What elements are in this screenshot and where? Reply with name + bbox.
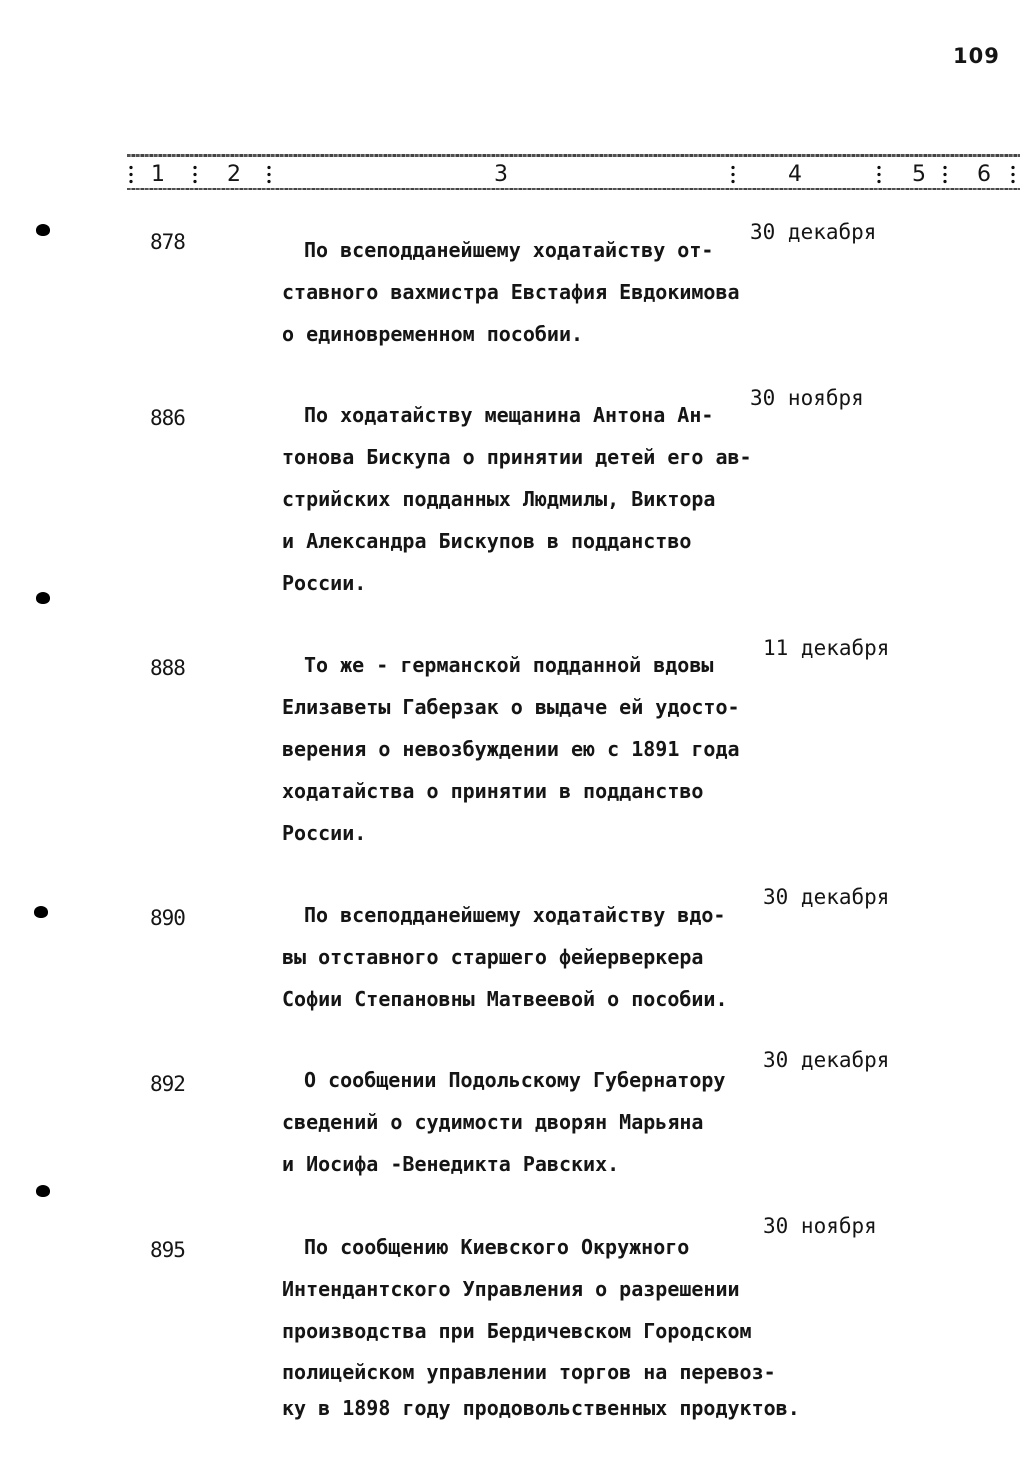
entry-line: сведений о судимости дворян Марьяна xyxy=(282,1110,704,1134)
entry-line: производства при Бердичевском Городском xyxy=(282,1319,752,1343)
column-separator xyxy=(731,164,735,184)
entry-description xyxy=(282,644,782,854)
entry-line: и Иосифа -Венедикта Равских. xyxy=(282,1152,620,1176)
page-number: 109 xyxy=(953,44,1000,68)
column-header-2: 2 xyxy=(227,162,241,187)
table-header xyxy=(127,150,1020,196)
column-header-4: 4 xyxy=(788,162,802,187)
entry-date: 30 ноября xyxy=(763,1214,877,1238)
entry-number: 888 xyxy=(150,656,185,680)
entry-number: 878 xyxy=(150,230,185,254)
entry-description xyxy=(282,394,782,604)
entry-date: 30 декабря xyxy=(763,885,890,909)
column-separator xyxy=(267,164,271,184)
entry-line: ходатайства о принятии в подданство xyxy=(282,779,704,803)
binding-hole-mark xyxy=(34,906,48,918)
entry-number: 886 xyxy=(150,406,185,430)
column-separator xyxy=(193,164,197,184)
entry-line: России. xyxy=(282,571,367,595)
entry-line: По ходатайству мещанина Антона Ан- xyxy=(304,403,714,427)
column-separator xyxy=(1011,164,1015,184)
column-separator xyxy=(943,164,947,184)
entry-number: 890 xyxy=(150,906,185,930)
column-header-6: 6 xyxy=(977,162,991,187)
column-header-1: 1 xyxy=(151,162,165,187)
column-separator xyxy=(877,164,881,184)
entry-description xyxy=(282,229,782,355)
column-header-5: 5 xyxy=(912,162,926,187)
entry-number: 895 xyxy=(150,1238,185,1262)
entry-line: верения о невозбуждении ею с 1891 года xyxy=(282,737,740,761)
entry-line: и Александра Бискупов в подданство xyxy=(282,529,692,553)
entry-line: То же - германской подданной вдовы xyxy=(304,653,714,677)
entry-date: 30 ноября xyxy=(750,386,864,410)
entry-line: По сообщению Киевского Окружного xyxy=(304,1235,690,1259)
entry-number: 892 xyxy=(150,1072,185,1096)
entry-line: ставного вахмистра Евстафия Евдокимова xyxy=(282,280,740,304)
entry-line: О сообщении Подольскому Губернатору xyxy=(304,1068,726,1092)
entry-date: 11 декабря xyxy=(763,636,890,660)
binding-hole-mark xyxy=(36,592,50,604)
entry-date: 30 декабря xyxy=(763,1048,890,1072)
column-separator xyxy=(129,164,133,184)
entry-line: о единовременном пособии. xyxy=(282,322,584,346)
entry-description xyxy=(282,894,782,1020)
column-header-3: 3 xyxy=(494,162,508,187)
entry-description xyxy=(282,1226,800,1424)
entry-line: полицейском управлении торгов на перевоз- xyxy=(282,1360,776,1384)
entry-description xyxy=(282,1059,782,1185)
entry-line: По всеподданейшему ходатайству вдо- xyxy=(304,903,726,927)
header-top-rule xyxy=(127,154,1020,157)
entry-line: тонова Бискупа о принятии детей его ав- xyxy=(282,445,752,469)
entry-line: России. xyxy=(282,821,367,845)
entry-line: Интендантского Управления о разрешении xyxy=(282,1277,740,1301)
entry-line: ку в 1898 году продовольственных продуктов. xyxy=(282,1396,800,1420)
entry-date: 30 декабря xyxy=(750,220,877,244)
entry-line: вы отставного старшего фейерверкера xyxy=(282,945,704,969)
binding-hole-mark xyxy=(36,224,50,236)
entry-line: Елизаветы Габерзак о выдаче ей удосто- xyxy=(282,695,740,719)
entry-line: Софии Степановны Матвеевой о пособии. xyxy=(282,987,728,1011)
header-bottom-rule xyxy=(127,188,1020,190)
binding-hole-mark xyxy=(36,1185,50,1197)
entry-line: стрийских подданных Людмилы, Виктора xyxy=(282,487,716,511)
entry-line: По всеподданейшему ходатайству от- xyxy=(304,238,714,262)
